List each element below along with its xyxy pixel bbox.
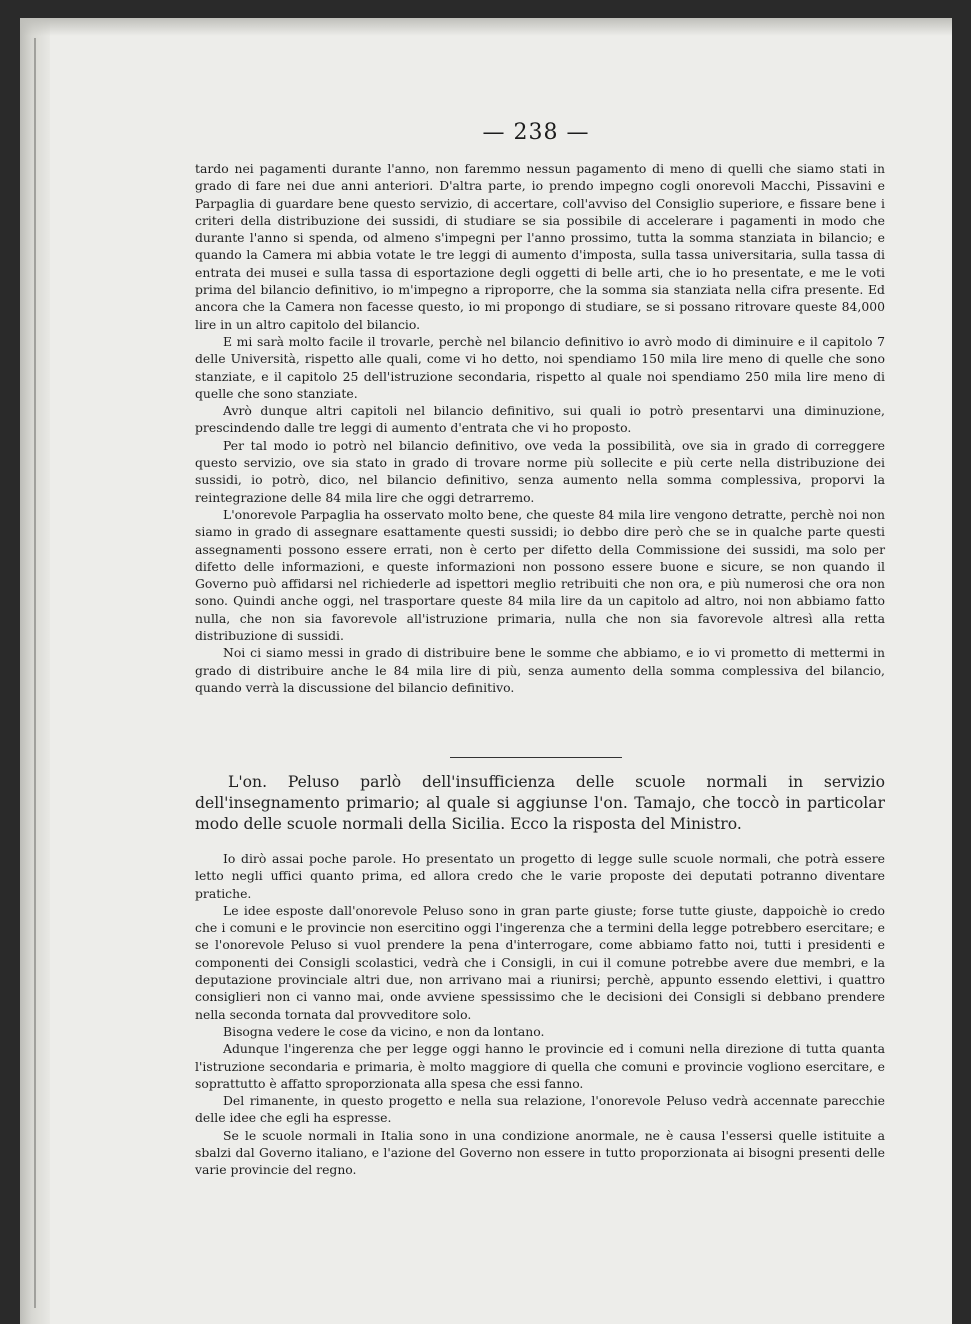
scanned-page (20, 18, 952, 1324)
paragraph: Le idee esposte dall'onorevole Peluso sono in gran parte giuste; forse tutte giuste, dappoichè io credo che i comuni e le provincie non esercitino oggi l'ingerenza che a termini della legge potrebbero esercitare; e se l'onorevole Peluso si vuol prendere la pena d'interrogare, come abbiamo fatto noi, tutti i presidenti e componenti dei Consigli scolastici, vedrà che i Consigli, in cui il comune potrebbe avere due membri, e la deputazione provinciale altri due, non arrivano mai a riunirsi; perchè, appunto essendo elettivi, i quattro consiglieri non ci vanno mai, onde avviene spessissimo che le decisioni dei Consigli si debbano prendere nella seconda tornata dal provveditore solo. (195, 902, 885, 1022)
paragraph: Noi ci siamo messi in grado di distribuire bene le somme che abbiamo, e io vi prometto di mettermi in grado di distribuire anche le 84 mila lire di più, senza aumento della somma complessiva del bilancio, quando verrà la discussione del bilancio definitivo. (195, 645, 885, 695)
paragraph: E mi sarà molto facile il trovarle, perchè nel bilancio definitivo io avrò modo di diminuire e il capitolo 7 delle Università, rispetto alle quali, come vi ho detto, noi spendiamo 150 mila lire meno di quelle che sono stanziate, e il capitolo 25 dell'istruzione secondaria, rispetto al quale noi spendiamo 250 mila lire meno di quelle che sono stanziate. (195, 333, 885, 401)
speech-continuation (195, 160, 885, 696)
summary-paragraph: L'on. Peluso parlò dell'insufficienza delle scuole normali in servizio dell'insegnamento primario; al quale si aggiunse l'on. Tamajo, che toccò in particolar modo delle scuole normali della Sicilia. Ecco la risposta del Ministro. (195, 773, 885, 833)
paragraph: Adunque l'ingerenza che per legge oggi hanno le provincie ed i comuni nella direzione di tutta quanta l'istruzione secondaria e primaria, è molto maggiore di quella che comuni e provincie vogliono esercitare, e soprattutto è affatto sproporzionata alla spesa che essi fanno. (195, 1041, 885, 1091)
top-shadow (20, 18, 952, 36)
paragraph: Bisogna vedere le cose da vicino, e non da lontano. (223, 1023, 545, 1039)
paragraph: Io dirò assai poche parole. Ho presentato un progetto di legge sulle scuole normali, che potrà essere letto negli uffici quanto prima, ed allora credo che le varie proposte dei deputati potranno diventare pratiche. (195, 851, 885, 901)
page-number: — 238 — (482, 120, 590, 145)
paragraph: tardo nei pagamenti durante l'anno, non faremmo nessun pagamento di meno di quelli che siamo stati in grado di fare nei due anni anteriori. D'altra parte, io prendo impegno cogli onorevoli Macchi, Pissavini e Parpaglia di guardare bene questo servizio, di accertare, coll'avviso del Consiglio superiore, e fissare bene i criteri della distribuzione dei sussidi, di studiare se sia possibile di accelerare i pagamenti in modo che durante l'anno si spenda, od almeno s'impegni per l'anno prossimo, tutta la somma stanziata in bilancio; e quando la Camera mi abbia votate le tre leggi di aumento d'imposta, sulla tassa universitaria, sulla tassa di entrata dei musei e sulla tassa di esportazione degli oggetti di belle arti, che io ho presentate, e me le voti prima del bilancio definitivo, io m'impegno a riproporre, che la somma sia stanziata nella cifra presente. Ed ancora che la Camera non facesse questo, io mi propongo di studiare, se si possano ritrovare queste 84,000 lire in un altro capitolo del bilancio. (195, 161, 885, 332)
paragraph: Del rimanente, in questo progetto e nella sua relazione, l'onorevole Peluso vedrà accennate parecchie delle idee che egli ha espresse. (195, 1093, 885, 1126)
minister-response (195, 850, 885, 1179)
binding-line (34, 38, 36, 1308)
summary-note (195, 772, 885, 835)
paragraph: Se le scuole normali in Italia sono in una condizione anormale, ne è causa l'essersi quelle istituite a sbalzi dal Governo italiano, e l'azione del Governo non essere in tutto proporzionata ai bisogni presenti delle varie provincie del regno. (195, 1127, 885, 1178)
paragraph: L'onorevole Parpaglia ha osservato molto bene, che queste 84 mila lire vengono detratte, perchè noi non siamo in grado di assegnare esattamente questi sussidi; io debbo dire però che se in qualche parte questi assegnamenti possono essere errati, non è certo per difetto della Commissione dei sussidi, ma solo per difetto delle informazioni, e queste informazioni non possono essere buone e sicure, se non quando il Governo può affidarsi nel richiederle ad ispettori meglio retribuiti che non ora, e più numerosi che ora non sono. Quindi anche oggi, nel trasportare queste 84 mila lire da un capitolo ad altro, noi non abbiamo fatto nulla, che non sia favorevole all'istruzione primaria, nulla che non sia favorevole altresì alla retta distribuzione di sussidi. (195, 506, 885, 644)
section-divider (450, 757, 622, 758)
paragraph: Per tal modo io potrò nel bilancio definitivo, ove veda la possibilità, ove sia in grado di correggere questo servizio, ove sia stato in grado di trovare norme più sollecite e più certe nella distribuzione dei sussidi, io potrò, dico, nel bilancio definitivo, senza aumento nella somma complessiva, proporvi la reintegrazione delle 84 mila lire che oggi detrarremo. (195, 437, 885, 505)
paragraph: Avrò dunque altri capitoli nel bilancio definitivo, sui quali io potrò presentarvi una diminuzione, prescindendo dalle tre leggi di aumento d'entrata che vi ho proposto. (195, 403, 885, 436)
